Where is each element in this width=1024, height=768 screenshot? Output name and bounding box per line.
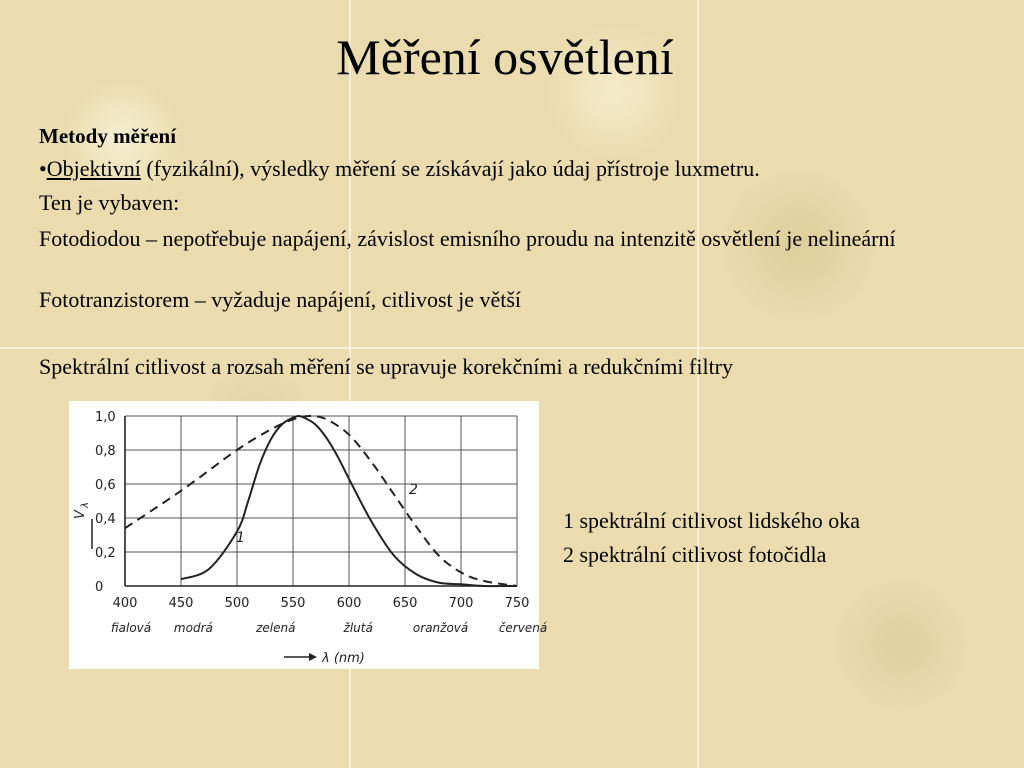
y-tick-label: 0 bbox=[95, 580, 104, 595]
y-axis-label-subscript: λ bbox=[80, 502, 91, 508]
y-tick-label: 0,2 bbox=[95, 546, 116, 561]
legend-item-sensor: 2 spektrální citlivost fotočidla bbox=[563, 542, 827, 567]
y-axis-label bbox=[73, 502, 92, 549]
y-tick-label: 0,4 bbox=[95, 512, 116, 527]
x-axis-label-text: λ (nm) bbox=[322, 651, 365, 666]
y-tick-label: 0,8 bbox=[95, 444, 116, 459]
chart-series bbox=[125, 416, 517, 586]
section-heading: Metody měření bbox=[39, 124, 177, 148]
x-tick-label: 700 bbox=[448, 596, 474, 611]
x-tick-labels bbox=[113, 596, 530, 611]
x-tick-label: 650 bbox=[392, 596, 418, 611]
x-tick-label: 600 bbox=[336, 596, 362, 611]
series-2-line bbox=[125, 416, 517, 586]
color-band-label: zelená bbox=[256, 621, 296, 635]
objective-description: (fyzikální), výsledky měření se získávají jako údaj přístroje luxmetru. bbox=[140, 156, 760, 181]
bullet: • bbox=[39, 156, 47, 181]
objective-term: Objektivní bbox=[46, 156, 141, 181]
color-band-label: červená bbox=[498, 621, 548, 635]
x-axis-label bbox=[284, 651, 365, 666]
x-tick-label: 400 bbox=[112, 596, 138, 611]
series-label: 1 bbox=[236, 530, 245, 546]
legend-item-eye: 1 spektrální citlivost lidského oka bbox=[563, 508, 860, 533]
objective-paragraph bbox=[39, 157, 999, 181]
y-tick-label: 0,6 bbox=[95, 478, 116, 493]
photodiode-paragraph: Fotodiodou – nepotřebuje napájení, závislost emisního proudu na intenzitě osvětlení je nelineární bbox=[39, 226, 896, 251]
chart-grid bbox=[125, 416, 517, 586]
color-band-label: fialová bbox=[110, 621, 152, 635]
color-band-labels bbox=[111, 621, 547, 635]
y-tick-label: 1,0 bbox=[95, 410, 116, 425]
color-band-label: žlutá bbox=[343, 621, 373, 635]
equipment-intro: Ten je vybaven: bbox=[39, 190, 180, 215]
y-tick-labels bbox=[95, 410, 116, 595]
slide-title: Měření osvětlení bbox=[336, 29, 674, 85]
spectral-sensitivity-chart bbox=[69, 401, 548, 669]
color-band-label: oranžová bbox=[412, 621, 469, 635]
x-tick-label: 450 bbox=[168, 596, 194, 611]
series-label: 2 bbox=[409, 482, 418, 498]
x-tick-label: 750 bbox=[504, 596, 530, 611]
color-band-label: modrá bbox=[173, 621, 213, 635]
x-tick-label: 550 bbox=[280, 596, 306, 611]
x-tick-label: 500 bbox=[224, 596, 250, 611]
chart-svg bbox=[69, 401, 548, 669]
y-axis-label-text: V bbox=[73, 510, 88, 519]
phototransistor-paragraph: Fototranzistorem – vyžaduje napájení, citlivost je větší bbox=[39, 287, 522, 312]
filters-paragraph: Spektrální citlivost a rozsah měření se upravuje korekčními a redukčními filtry bbox=[39, 354, 734, 379]
